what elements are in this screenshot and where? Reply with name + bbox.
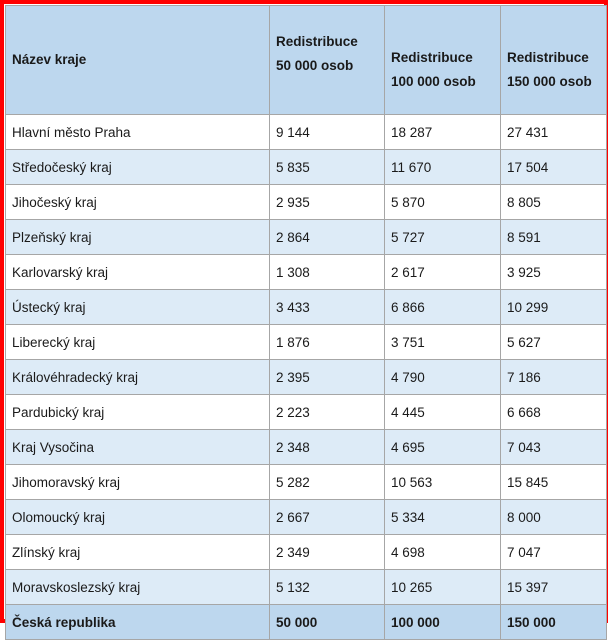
table-row — [6, 150, 607, 185]
value-50000-cell: 2 223 — [270, 395, 385, 430]
value-50000-cell: 2 667 — [270, 500, 385, 535]
region-name-cell: Karlovarský kraj — [6, 255, 270, 290]
table-footer — [6, 605, 607, 640]
table-row — [6, 395, 607, 430]
header-region-label: Název kraje — [12, 52, 87, 67]
value-50000-cell: 5 282 — [270, 465, 385, 500]
value-50000-cell: 2 348 — [270, 430, 385, 465]
header-100000-line1: Redistribuce — [391, 50, 473, 65]
value-150000-cell: 15 845 — [501, 465, 607, 500]
value-150000-cell: 6 668 — [501, 395, 607, 430]
value-150000-cell: 3 925 — [501, 255, 607, 290]
value-100000-cell: 10 265 — [385, 570, 501, 605]
value-100000-cell: 5 334 — [385, 500, 501, 535]
table-row — [6, 360, 607, 395]
table-row — [6, 290, 607, 325]
region-name-cell: Zlínský kraj — [6, 535, 270, 570]
region-name-cell: Liberecký kraj — [6, 325, 270, 360]
total-50000-cell: 50 000 — [270, 605, 385, 640]
header-region-name — [6, 6, 270, 115]
table-row — [6, 325, 607, 360]
region-name-cell: Středočeský kraj — [6, 150, 270, 185]
value-50000-cell: 5 132 — [270, 570, 385, 605]
value-100000-cell: 4 695 — [385, 430, 501, 465]
total-100000-cell: 100 000 — [385, 605, 501, 640]
value-50000-cell: 9 144 — [270, 115, 385, 150]
value-100000-cell: 11 670 — [385, 150, 501, 185]
region-name-cell: Hlavní město Praha — [6, 115, 270, 150]
value-100000-cell: 6 866 — [385, 290, 501, 325]
region-name-cell: Olomoucký kraj — [6, 500, 270, 535]
header-150000-line2: 150 000 osob — [507, 74, 592, 89]
table-row — [6, 500, 607, 535]
header-redistribution-100000 — [385, 6, 501, 115]
value-150000-cell: 15 397 — [501, 570, 607, 605]
value-100000-cell: 4 698 — [385, 535, 501, 570]
value-100000-cell: 4 790 — [385, 360, 501, 395]
total-150000-cell: 150 000 — [501, 605, 607, 640]
table-row — [6, 220, 607, 255]
value-100000-cell: 3 751 — [385, 325, 501, 360]
header-150000-line1: Redistribuce — [507, 50, 589, 65]
value-100000-cell: 10 563 — [385, 465, 501, 500]
region-name-cell: Královéhradecký kraj — [6, 360, 270, 395]
region-name-cell: Moravskoslezský kraj — [6, 570, 270, 605]
region-name-cell: Plzeňský kraj — [6, 220, 270, 255]
value-50000-cell: 2 864 — [270, 220, 385, 255]
value-150000-cell: 8 805 — [501, 185, 607, 220]
value-150000-cell: 7 043 — [501, 430, 607, 465]
value-150000-cell: 8 591 — [501, 220, 607, 255]
value-50000-cell: 5 835 — [270, 150, 385, 185]
value-100000-cell: 5 727 — [385, 220, 501, 255]
value-150000-cell: 8 000 — [501, 500, 607, 535]
table-body — [6, 115, 607, 605]
total-row — [6, 605, 607, 640]
value-150000-cell: 27 431 — [501, 115, 607, 150]
value-100000-cell: 5 870 — [385, 185, 501, 220]
header-50000-line1: Redistribuce — [276, 34, 358, 49]
value-50000-cell: 2 395 — [270, 360, 385, 395]
value-150000-cell: 7 186 — [501, 360, 607, 395]
total-name-cell: Česká republika — [6, 605, 270, 640]
value-150000-cell: 5 627 — [501, 325, 607, 360]
value-50000-cell: 1 876 — [270, 325, 385, 360]
value-100000-cell: 2 617 — [385, 255, 501, 290]
table-row — [6, 430, 607, 465]
table-row — [6, 535, 607, 570]
region-name-cell: Kraj Vysočina — [6, 430, 270, 465]
table-row — [6, 185, 607, 220]
value-50000-cell: 1 308 — [270, 255, 385, 290]
header-redistribution-150000 — [501, 6, 607, 115]
redistribution-table — [5, 5, 607, 640]
header-50000-line2: 50 000 osob — [276, 58, 354, 73]
region-name-cell: Jihočeský kraj — [6, 185, 270, 220]
table-row — [6, 465, 607, 500]
region-name-cell: Pardubický kraj — [6, 395, 270, 430]
value-100000-cell: 4 445 — [385, 395, 501, 430]
value-150000-cell: 7 047 — [501, 535, 607, 570]
value-50000-cell: 2 349 — [270, 535, 385, 570]
value-100000-cell: 18 287 — [385, 115, 501, 150]
table-row — [6, 255, 607, 290]
table-row — [6, 570, 607, 605]
header-row — [6, 6, 607, 115]
region-name-cell: Jihomoravský kraj — [6, 465, 270, 500]
header-redistribution-50000 — [270, 6, 385, 115]
region-name-cell: Ústecký kraj — [6, 290, 270, 325]
value-150000-cell: 17 504 — [501, 150, 607, 185]
table-header — [6, 6, 607, 115]
value-150000-cell: 10 299 — [501, 290, 607, 325]
value-50000-cell: 3 433 — [270, 290, 385, 325]
value-50000-cell: 2 935 — [270, 185, 385, 220]
header-100000-line2: 100 000 osob — [391, 74, 476, 89]
table-row — [6, 115, 607, 150]
